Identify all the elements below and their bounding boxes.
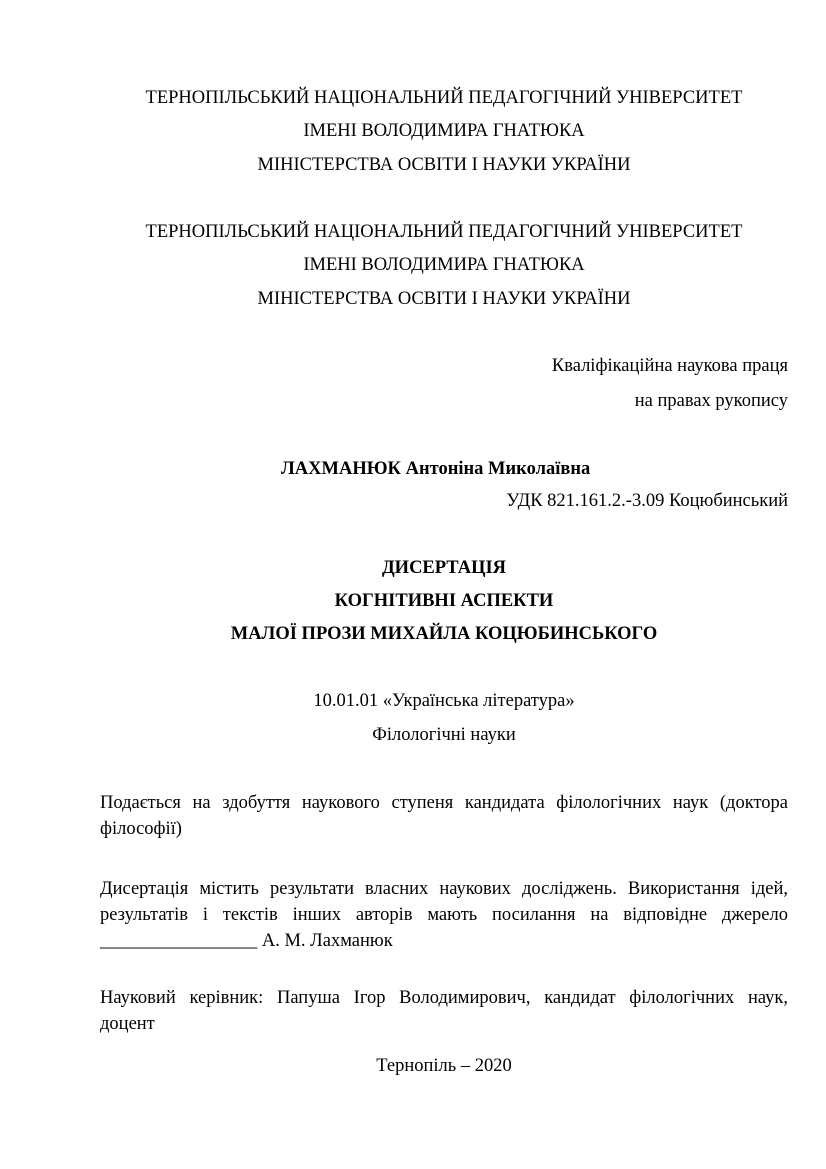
- university-name: ТЕРНОПІЛЬСЬКИЙ НАЦІОНАЛЬНИЙ ПЕДАГОГІЧНИЙ УНІВЕРСИТЕТ: [145, 222, 743, 242]
- manuscript-status: Кваліфікаційна наукова праця: [551, 356, 788, 376]
- specialty-code: 10.01.01 «Українська література»: [313, 691, 575, 711]
- document-kind: ДИСЕРТАЦІЯ: [381, 558, 507, 578]
- declaration-line-2: результатів і текстів інших авторів мають посилання на відповідне джерело: [100, 905, 788, 925]
- supervisor-line-1: Науковий керівник: Папуша Ігор Володимирович, кандидат філологічних наук,: [100, 988, 788, 1008]
- signature-line: _________________ А. М. Лахманюк: [100, 931, 393, 951]
- manuscript-rights: на правах рукопису: [634, 391, 788, 411]
- university-named-after: ІМЕНІ ВОЛОДИМИРА ГНАТЮКА: [303, 121, 585, 141]
- university-named-after: ІМЕНІ ВОЛОДИМИРА ГНАТЮКА: [303, 255, 585, 275]
- place-and-year: Тернопіль – 2020: [376, 1056, 512, 1076]
- degree-statement: [100, 790, 788, 842]
- declaration-line-1: Дисертація містить результати власних наукових досліджень. Використання ідей,: [100, 879, 788, 899]
- supervisor-line-2: доцент: [100, 1014, 155, 1034]
- originality-declaration: [100, 876, 788, 954]
- udc-code: УДК 821.161.2.-3.09 Коцюбинський: [506, 491, 788, 511]
- degree-statement-line-1: Подається на здобуття наукового ступеня кандидата філологічних наук (доктора: [100, 793, 788, 813]
- dissertation-title-line-1: КОГНІТИВНІ АСПЕКТИ: [334, 591, 554, 611]
- ministry-name: МІНІСТЕРСТВА ОСВІТИ І НАУКИ УКРАЇНИ: [257, 155, 631, 175]
- university-name: ТЕРНОПІЛЬСЬКИЙ НАЦІОНАЛЬНИЙ ПЕДАГОГІЧНИЙ УНІВЕРСИТЕТ: [145, 88, 743, 108]
- ministry-name: МІНІСТЕРСТВА ОСВІТИ І НАУКИ УКРАЇНИ: [257, 289, 631, 309]
- supervisor-info: [100, 985, 788, 1037]
- science-field: Філологічні науки: [372, 725, 516, 745]
- degree-statement-line-2: філософії): [100, 819, 182, 839]
- dissertation-title-line-2: МАЛОЇ ПРОЗИ МИХАЙЛА КОЦЮБИНСЬКОГО: [230, 624, 658, 644]
- author-name: ЛАХМАНЮК Антоніна Миколаївна: [281, 459, 591, 479]
